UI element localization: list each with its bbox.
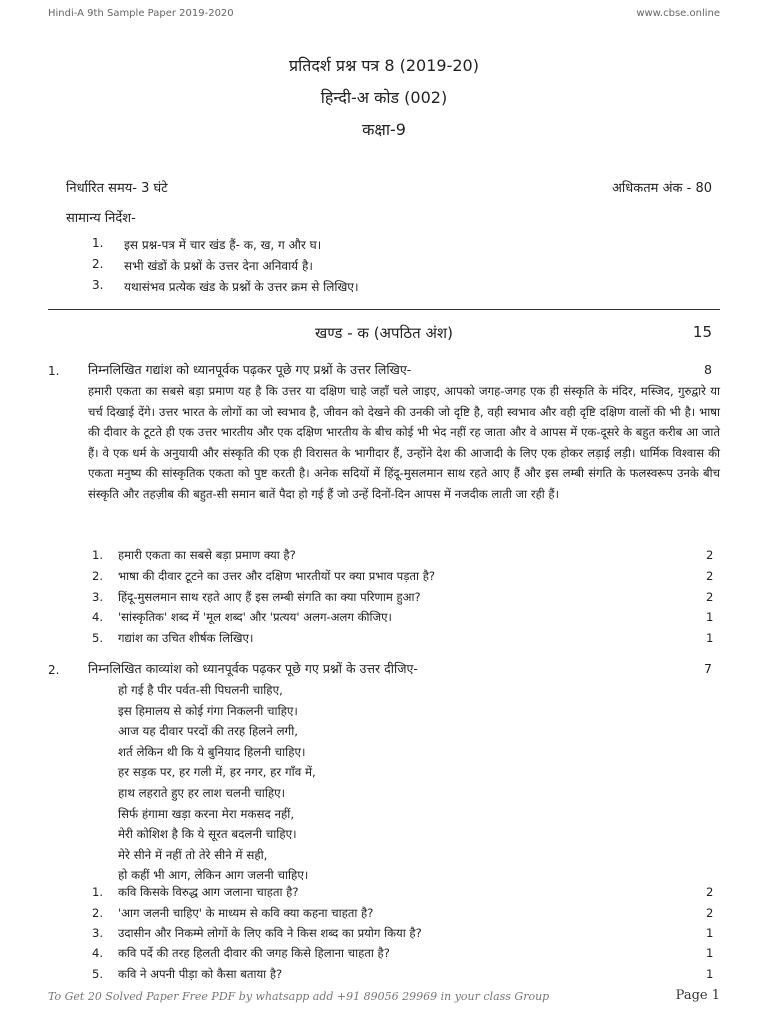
sub-question-number: 1. xyxy=(92,885,104,899)
sub-question-marks: 1 xyxy=(706,926,714,940)
max-marks: अधिकतम अंक - 80 xyxy=(611,181,712,196)
sub-question xyxy=(0,610,768,628)
sub-question-number: 4. xyxy=(92,946,104,960)
paper-title: प्रतिदर्श प्रश्न पत्र 8 (2019-20) xyxy=(289,56,479,75)
sub-question xyxy=(0,548,768,566)
instruction-text: इस प्रश्न-पत्र में चार खंड हैं- क, ख, ग और घ। xyxy=(124,238,322,252)
sub-question-text: हिंदू-मुसलमान साथ रहते आए हैं इस लम्बी संगति का क्या परिणाम हुआ? xyxy=(118,590,421,604)
poem-line: हो गई है पीर पर्वत-सी पिघलनी चाहिए, xyxy=(118,683,283,697)
sub-question-marks: 1 xyxy=(706,946,714,960)
question-marks: 7 xyxy=(704,661,712,676)
sub-question-number: 5. xyxy=(92,631,104,645)
instruction-text: सभी खंडों के प्रश्नों के उत्तर देना अनिवार्य है। xyxy=(124,259,313,273)
poem-line: हर सड़क पर, हर गली में, हर नगर, हर गाँव में, xyxy=(118,765,316,780)
instructions-heading: सामान्य निर्देश- xyxy=(66,211,136,226)
page-number: Page 1 xyxy=(675,988,720,1003)
sub-question xyxy=(0,885,768,903)
poem-line: शर्त लेकिन थी कि ये बुनियाद हिलनी चाहिए। xyxy=(118,744,306,759)
sub-question-text: कवि पर्दे की तरह हिलती दीवार की जगह किसे हिलाना चाहता है? xyxy=(118,946,390,960)
poem-stanza xyxy=(118,680,316,886)
question-heading: निम्नलिखित काव्यांश को ध्यानपूर्वक पढ़कर पूछे गए प्रश्नों के उत्तर दीजिए- xyxy=(88,661,418,676)
sub-question-text: गद्यांश का उचित शीर्षक लिखिए। xyxy=(118,631,254,645)
instruction-item xyxy=(92,257,712,275)
instruction-text: यथासंभव प्रत्येक खंड के प्रश्नों के उत्तर क्रम से लिखिए। xyxy=(124,280,359,294)
section-title: खण्ड - क (अपठित अंश) xyxy=(315,324,453,342)
sub-question xyxy=(0,967,768,985)
instruction-number: 2. xyxy=(92,257,104,271)
question-number: 1. xyxy=(48,364,60,378)
instructions-list xyxy=(92,236,712,306)
section-divider xyxy=(48,309,720,310)
poem-line: हो कहीं भी आग, लेकिन आग जलनी चाहिए। xyxy=(118,868,309,883)
sub-question-marks: 1 xyxy=(706,610,714,624)
sub-question-number: 2. xyxy=(92,569,104,583)
sub-question-number: 5. xyxy=(92,967,104,981)
running-header-right: www.cbse.online xyxy=(636,8,720,19)
sub-question-marks: 2 xyxy=(706,906,714,920)
instruction-item xyxy=(92,236,712,254)
sub-question xyxy=(0,590,768,608)
poem-line: सिर्फ हंगामा खड़ा करना मेरा मकसद नहीं, xyxy=(118,806,295,821)
question-marks: 8 xyxy=(704,362,712,377)
question-heading: निम्नलिखित गद्यांश को ध्यानपूर्वक पढ़कर पूछे गए प्रश्नों के उत्तर लिखिए- xyxy=(88,362,412,377)
sub-question-text: हमारी एकता का सबसे बड़ा प्रमाण क्या है? xyxy=(118,548,296,562)
sub-question-marks: 1 xyxy=(706,967,714,981)
sub-question xyxy=(0,569,768,587)
prose-passage: हमारी एकता का सबसे बड़ा प्रमाण यह है कि उत्तर या दक्षिण चाहे जहाँ चले जाइए, आपको जगह-जगह एक ही संस्कृति के मंदिर, मस्जिद, गुरुद्वारे या चर्च दिखाई देंगे। उत्तर भारत के लोगों का जो स्वभाव है, जीवन को देखने की उनकी जो दृष्टि है, वही स्वभाव और वही दृष्टि दक्षिण वालों की भी है। भाषा की दीवार के टूटते ही एक उत्तर भारतीय और एक दक्षिण भारतीय के बीच कोई भी भेद नहीं रह जाता और वे आपस में एक-दूसरे के बहुत करीब आ जाते हैं। वे एक धर्म के अनुयायी और संस्कृति की एक ही विरासत के भागीदार हैं, उन्होंने देश की आजादी के लिए एक होकर लड़ाई लड़ी। धार्मिक विश्वास की एकता मनुष्य की सांस्कृतिक एकता को पुष्ट करती है। अनेक सदियों में हिंदू-मुसलमान साथ रहते आए हैं और इस लम्बी संगति के फलस्वरूप उनके बीच संस्कृति और तहज़ीब की बहुत-सी समान बातें पैदा हो गई हैं जो उन्हें दिनों-दिन आपस में नजदीक लाती जा रही हैं। xyxy=(88,384,720,501)
sub-question-number: 3. xyxy=(92,926,104,940)
running-header-left: Hindi-A 9th Sample Paper 2019-2020 xyxy=(48,8,234,19)
sub-question-text: उदासीन और निकम्मे लोगों के लिए कवि ने किस शब्द का प्रयोग किया है? xyxy=(118,926,422,940)
sub-question xyxy=(0,946,768,964)
poem-line: इस हिमालय से कोई गंगा निकलनी चाहिए। xyxy=(118,703,298,718)
sub-question xyxy=(0,926,768,944)
instruction-number: 3. xyxy=(92,278,104,292)
question-number: 2. xyxy=(48,663,60,677)
poem-line: मेरे सीने में नहीं तो तेरे सीने में सही, xyxy=(118,847,268,862)
sub-question xyxy=(0,631,768,649)
sub-question-number: 1. xyxy=(92,548,104,562)
sub-question-number: 2. xyxy=(92,906,104,920)
sub-question-text: 'आग जलनी चाहिए' के माध्यम से कवि क्या कहना चाहता है? xyxy=(118,906,374,920)
poem-line: हाथ लहराते हुए हर लाश चलनी चाहिए। xyxy=(118,785,286,800)
sub-question-text: कवि ने अपनी पीड़ा को कैसा बताया है? xyxy=(118,967,283,981)
paper-class: कक्षा-9 xyxy=(362,120,406,139)
sub-question-marks: 2 xyxy=(706,590,714,604)
sub-question-number: 3. xyxy=(92,590,104,604)
sub-question-text: भाषा की दीवार टूटने का उत्तर और दक्षिण भारतीयों पर क्या प्रभाव पड़ता है? xyxy=(118,569,436,583)
instruction-number: 1. xyxy=(92,236,104,250)
sub-question xyxy=(0,906,768,924)
sub-question-marks: 2 xyxy=(706,548,714,562)
time-allowed: निर्धारित समय- 3 घंटे xyxy=(66,181,168,196)
instruction-item xyxy=(92,278,712,296)
section-marks: 15 xyxy=(692,323,712,341)
poem-line: आज यह दीवार परदों की तरह हिलने लगी, xyxy=(118,724,299,739)
sub-question-text: कवि किसके विरुद्ध आग जलाना चाहता है? xyxy=(118,885,299,899)
sub-question-marks: 2 xyxy=(706,885,714,899)
sub-question-marks: 2 xyxy=(706,569,714,583)
sub-question-marks: 1 xyxy=(706,631,714,645)
sub-question-text: 'सांस्कृतिक' शब्द में 'मूल शब्द' और 'प्रत्यय' अलग-अलग कीजिए। xyxy=(118,610,392,624)
paper-subject-code: हिन्दी-अ कोड (002) xyxy=(320,88,448,107)
sub-question-number: 4. xyxy=(92,610,104,624)
footer-promo-text: To Get 20 Solved Paper Free PDF by whatsapp add +91 89056 29969 in your class Group xyxy=(48,990,550,1003)
poem-line: मेरी कोशिश है कि ये सूरत बदलनी चाहिए। xyxy=(118,827,297,842)
